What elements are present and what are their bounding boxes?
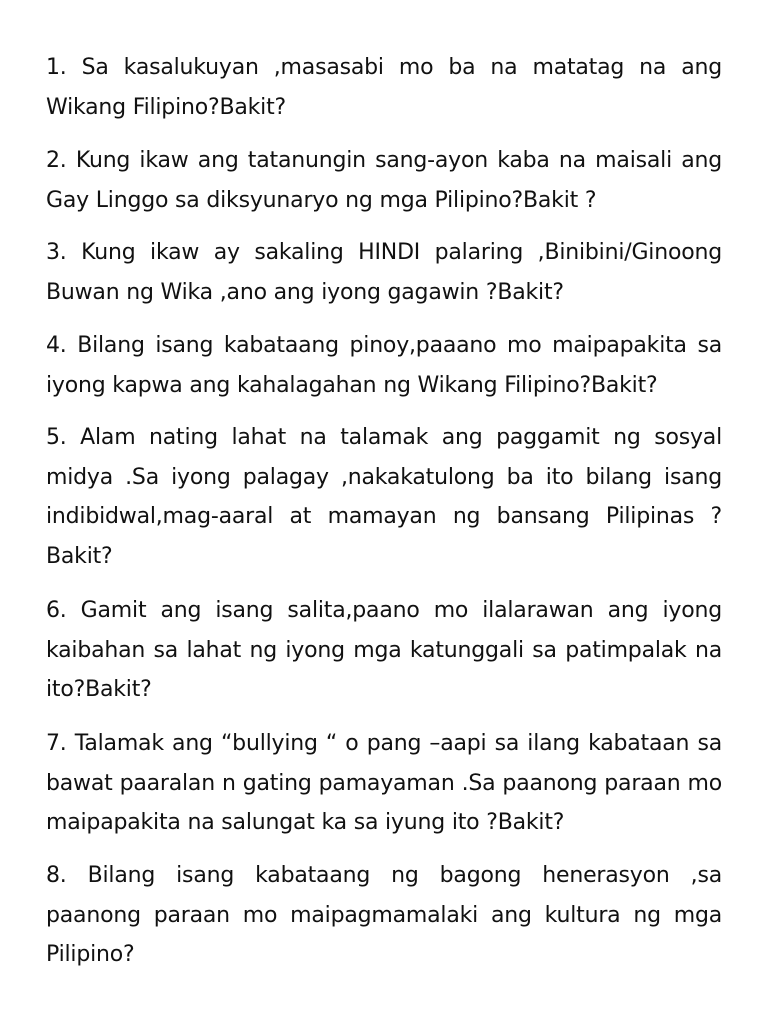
question-6: 6. Gamit ang isang salita,paano mo ilalarawan ang iyong kaibahan sa lahat ng iyong mga katunggali sa patimpalak na ito?Bakit?: [46, 598, 722, 702]
question-2: 2. Kung ikaw ang tatanungin sang-ayon kaba na maisali ang Gay Linggo sa diksyunaryo ng mga Pilipino?Bakit ?: [46, 148, 722, 213]
question-7: 7. Talamak ang “bullying “ o pang –aapi sa ilang kabataan sa bawat paaralan n gating pamayaman .Sa paanong paraan mo maipapakita na salungat ka sa iyung ito ?Bakit?: [46, 731, 722, 835]
question-4: 4. Bilang isang kabataang pinoy,paaano mo maipapakita sa iyong kapwa ang kahalagahan ng Wikang Filipino?Bakit?: [46, 333, 722, 398]
question-1: 1. Sa kasalukuyan ,masasabi mo ba na matatag na ang Wikang Filipino?Bakit?: [46, 55, 722, 120]
question-8: 8. Bilang isang kabataang ng bagong henerasyon ,sa paanong paraan mo maipagmamalaki ang kultura ng mga Pilipino?: [46, 863, 722, 967]
question-5: 5. Alam nating lahat na talamak ang paggamit ng sosyal midya .Sa iyong palagay ,nakakatulong ba ito bilang isang indibidwal,mag-aaral at mamayan ng bansang Pilipinas ? Bakit?: [46, 425, 722, 569]
question-3: 3. Kung ikaw ay sakaling HINDI palaring ,Binibini/Ginoong Buwan ng Wika ,ano ang iyong gagawin ?Bakit?: [46, 240, 722, 305]
